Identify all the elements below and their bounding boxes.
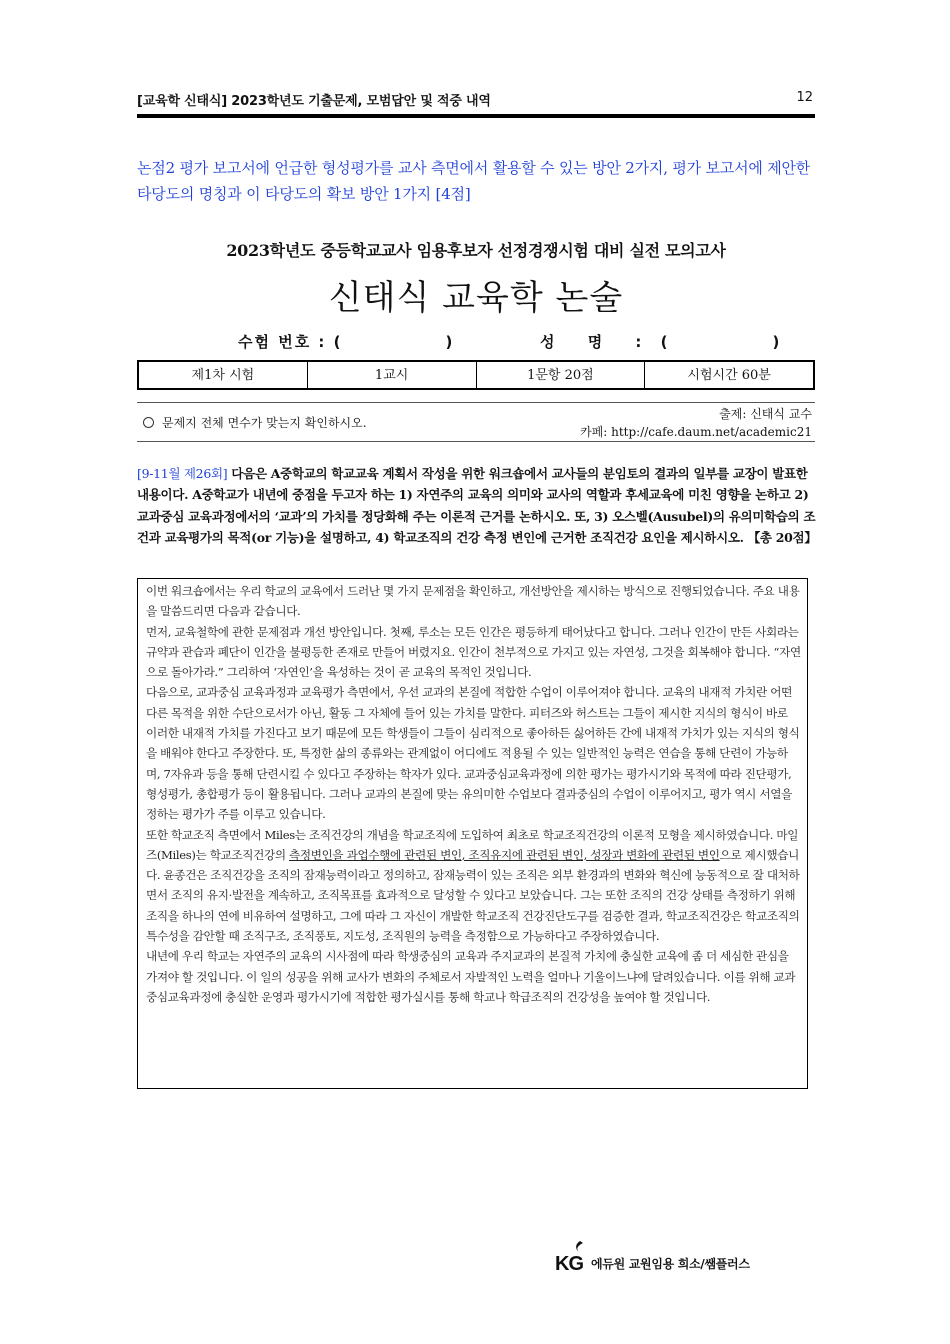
passage-paragraph: 다음으로, 교과중심 교육과정과 교육평가 측면에서, 우선 교과의 본질에 적합한 수업이 이루어져야 합니다. 교육의 내재적 가치란 어떤 다른 목적을 위한 수단으로서가 아닌, 활동 그 자체에 들어 있는 가치를 말한다. 피터즈와 허스트는 그들이 제시한 지식의 형식이 바로 이러한 내재적 가치를 가진다고 보기 때문에 모든 학생들이 그들이 심리적으로 좋아하든 싫어하든 간에 내재적 가치가 있는 지식의 형식을 배워야 한다고 주장한다. 또, 특정한 삶의 종류와는 관계없이 어디에도 적용될 수 있는 일반적인 능력은 연습을 통해 단련이 가능하며, 7자유과 등을 통해 단련시킬 수 있다고 주장하는 학자가 있다. 교과중심교육과정에 의한 평가는 평가시기와 목적에 따라 진단평가, 형성평가, 총합평가 등이 활용됩니다. 그러나 교과의 본질에 맞는 유의미한 수업보다 결과중심의 수업이 이루어지고, 평가 역시 서열을 정하는 평가가 주를 이루고 있습니다. [146,685,800,822]
circle-icon [143,417,154,428]
passage-box [137,578,808,1089]
passage-text: 으로 제시했습니다. 윤종건은 조직건강을 조직의 잠재능력이라고 정의하고, 잠재능력이 있는 조직은 외부 환경과의 변화와 혁신에 능동적으로 잘 대처하면서 조직의 유지·발전을 계속하고, 조직목표를 효과적으로 달성할 수 있다고 보았습니다. 그는 또한 조직의 건강 상태를 측정하기 위해 조직을 하나의 연에 비유하여 설명하고, 그에 따라 그 자신이 개발한 학교조직 건강진단도구를 검증한 결과, 학교조직건강은 학교조직의 특수성을 감안할 때 조직구조, 조직풍토, 지도성, 조직원의 능력을 측정함으로 가능하다고 주장하였습니다. [146,847,800,944]
question-text: 다음은 A중학교의 학교교육 계획서 작성을 위한 워크숍에서 교사들의 분임토의 결과의 일부를 교장이 발표한 내용이다. A중학교가 내년에 중점을 두고자 하는 1) 자연주의 교육의 의미와 교사의 역할과 후세교육에 미친 영향을 논하고 2) 교과중심 교육과정에서의 ‘교과’의 가치를 정당화해 주는 이론적 근거를 논하시오. 또, 3) 오스벨(Ausubel)의 유의미학습의 조건과 교육평가의 목적(or 기능)을 설명하고, 4) 학교조직의 건강 측정 변인에 근거한 조직건강 요인을 제시하시오. 【총 20점】 [137,466,817,546]
header-title: [교육학 신태식] 2023학년도 기출문제, 모범답안 및 적중 내역 [137,94,491,109]
exam-id-label: 수험 번호 : [238,333,327,351]
info-cell-time: 시험시간 60분 [687,368,771,383]
check-notice-box [137,402,815,442]
underlined-text: 측정변인을 과업수행에 관련된 변인, 조직유지에 관련된 변인, 성장과 변화에 관련된 변인 [289,847,720,862]
footer-brand [555,1244,750,1274]
name-paren-close: ) [772,333,780,351]
exam-subtitle: 2023학년도 중등학교교사 임용후보자 선정경쟁시험 대비 실전 모의고사 [226,241,726,260]
question-prompt [137,463,817,549]
exam-title: 신태식 교육학 논술 [328,278,624,318]
exam-id-paren-open: ( [333,333,341,351]
info-cell-period: 1교시 [308,362,477,388]
footer-text: 에듀원 교원임용 희소/쌤플러스 [591,1257,750,1271]
exam-id-field [238,331,452,352]
name-label: 성 명 : [540,333,656,351]
name-paren-open: ( [660,333,668,351]
logo-text: KG [555,1253,583,1275]
question-tag: [9-11월 제26회] [137,466,228,481]
check-notice [143,414,367,431]
page-number: 12 [796,90,813,105]
info-cell-points: 1문항 20점 [477,362,646,388]
info-cell-session: 제1차 시험 [139,362,308,388]
passage-paragraph: 먼저, 교육철학에 관한 문제점과 개선 방안입니다. 첫째, 루소는 모든 인간은 평등하게 태어났다고 합니다. 그러나 인간이 만든 사회라는 규약과 관습과 폐단이 인간을 불평등한 존재로 만들어 버렸지요. 인간이 천부적으로 가지고 있는 자연성, 그것을 회복해야 합니다. “자연으로 돌아가라.” 그리하여 ‘자연인’을 육성하는 것이 곧 교육의 목적인 것입니다. [146,624,801,680]
passage-paragraph: 내년에 우리 학교는 자연주의 교육의 시사점에 따라 학생중심의 교육과 주지교과의 본질적 가치에 충실한 교육에 좀 더 세심한 관심을 가져야 할 것입니다. 이 일의 성공을 위해 교사가 변화의 주체로서 자발적인 노력을 얼마나 기울이느냐에 달려있습니다. 이를 위해 교과중심교육과정에 충실한 운영과 평가시기에 적합한 평가실시를 통해 학교나 학급조직의 건강성을 높여야 할 것입니다. [146,949,796,1004]
kg-logo [555,1244,589,1274]
passage-paragraph: 이번 워크숍에서는 우리 학교의 교육에서 드러난 몇 가지 문제점을 확인하고, 개선방안을 제시하는 방식으로 진행되었습니다. 주요 내용을 말씀드리면 다음과 같습니다. [146,584,800,619]
notice-text: 논점2 평가 보고서에 언급한 형성평가를 교사 측면에서 활용할 수 있는 방안 2가지, 평가 보고서에 제안한 타당도의 명칭과 이 타당도의 확보 방안 1가지 [4점] [137,159,811,203]
credit-author: 출제: 신태식 교수 [719,407,812,421]
exam-info-table [137,360,815,390]
passage-paragraph [146,825,801,947]
name-field [540,331,779,352]
credit-cafe: 카페: http://cafe.daum.net/academic21 [580,425,812,439]
check-notice-text: 문제지 전체 면수가 맞는지 확인하시오. [162,416,367,430]
page-header [137,86,815,118]
passage-text: 또한 학교조직 측면에서 Miles는 조직건강의 개념을 학교조직에 도입하여 최초로 학교조직건강의 이론적 모형을 제시하였습니다. 마일즈(Miles)는 학교조직건강의 [146,827,799,862]
exam-id-paren-close: ) [445,333,453,351]
